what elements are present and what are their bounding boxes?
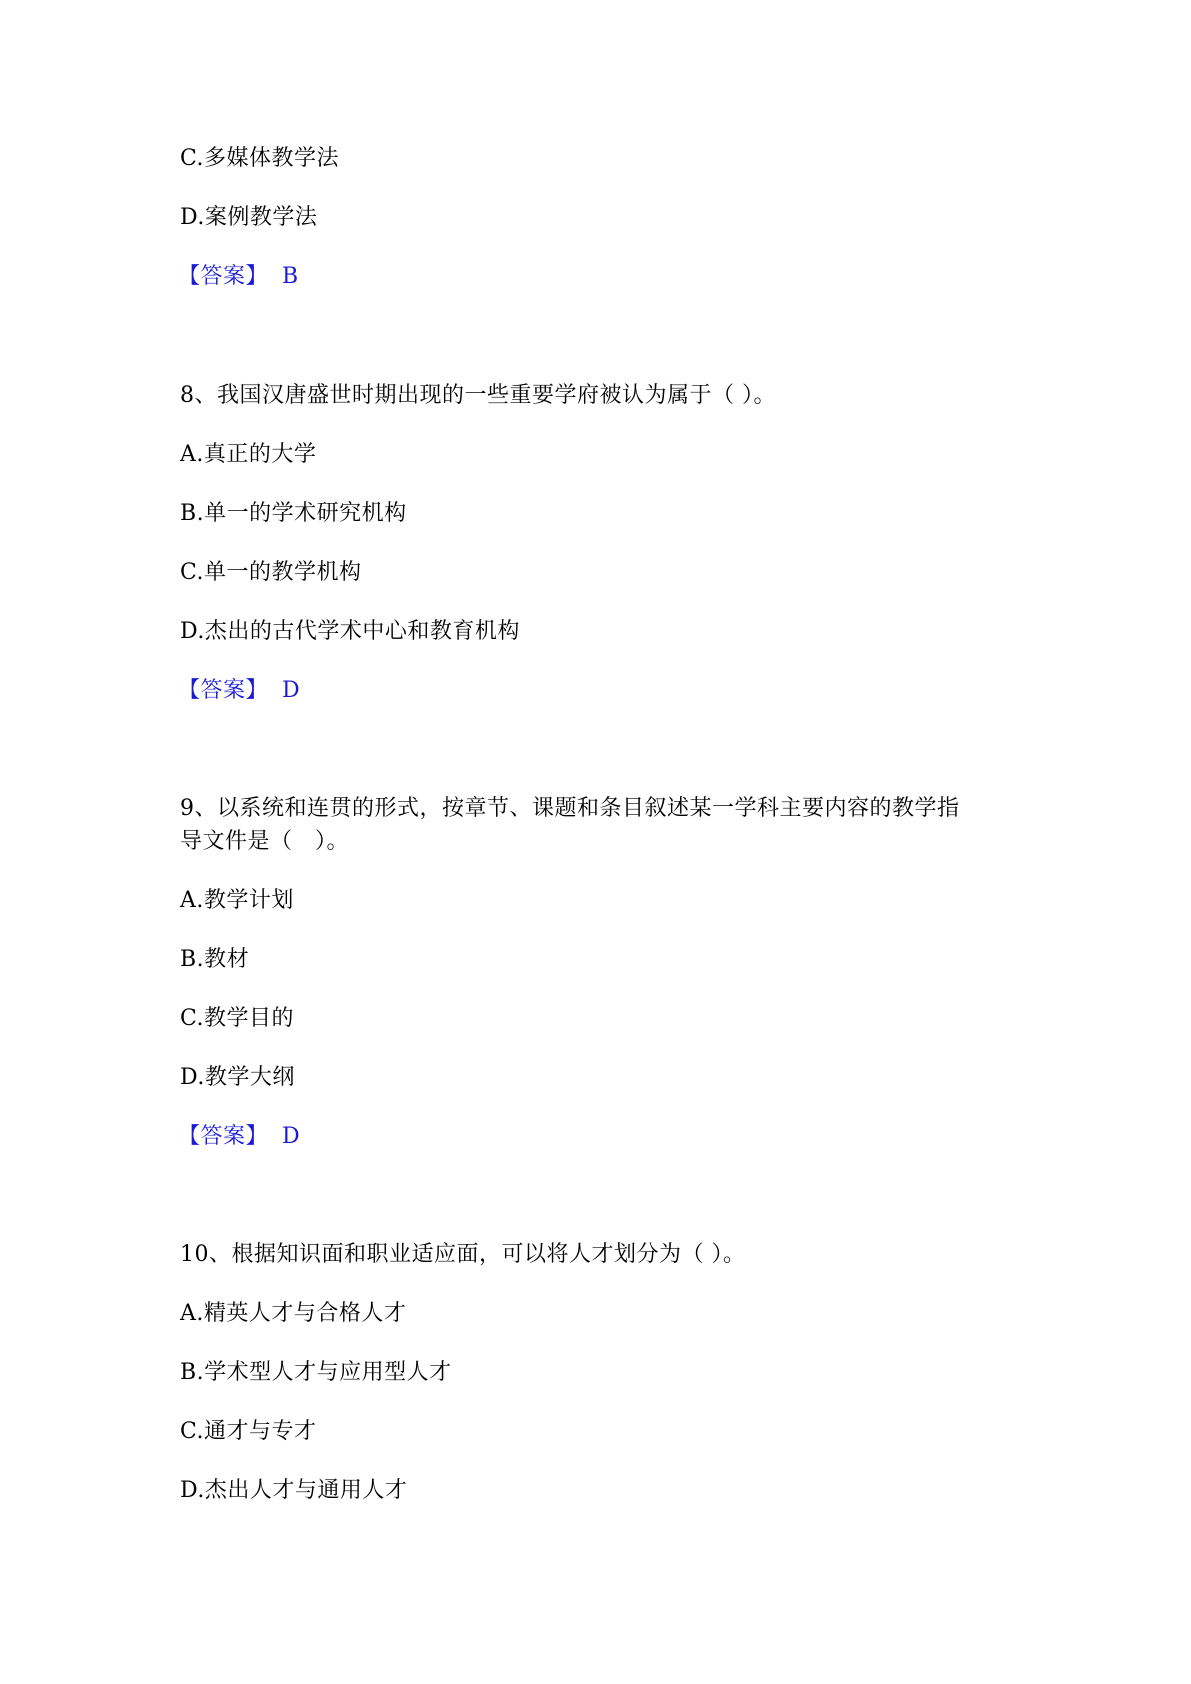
answer-value: B (282, 264, 299, 289)
q9-option-c: C.教学目的 (180, 1006, 295, 1031)
q9-option-b: B.教材 (180, 947, 250, 972)
q7-option-c: C.多媒体教学法 (180, 146, 340, 171)
q9-question-line2: 导文件是（ ）。 (180, 829, 350, 854)
q7-answer (178, 262, 299, 292)
answer-value: D (282, 678, 301, 703)
q9-option-d: D.教学大纲 (180, 1065, 295, 1090)
q8-option-b: B.单一的学术研究机构 (180, 501, 407, 526)
q8-question: 8、我国汉唐盛世时期出现的一些重要学府被认为属于（ ）。 (180, 383, 776, 408)
q8-option-d: D.杰出的古代学术中心和教育机构 (180, 619, 520, 644)
q8-option-a: A.真正的大学 (180, 442, 317, 467)
q10-question: 10、根据知识面和职业适应面，可以将人才划分为（ ）。 (180, 1242, 746, 1267)
q7-option-d: D.案例教学法 (180, 205, 318, 230)
q9-answer (178, 1122, 300, 1152)
q10-option-d: D.杰出人才与通用人才 (180, 1478, 408, 1503)
q9-option-a: A.教学计划 (180, 888, 294, 913)
answer-label: 【答案】 (178, 1124, 269, 1149)
answer-label: 【答案】 (178, 678, 269, 703)
q8-answer (178, 676, 300, 706)
q10-option-c: C.通才与专才 (180, 1419, 317, 1444)
q9-question-line1: 9、以系统和连贯的形式，按章节、课题和条目叙述某一学科主要内容的教学指 (180, 796, 960, 821)
answer-value: D (282, 1124, 301, 1149)
q8-option-c: C.单一的教学机构 (180, 560, 362, 585)
q10-option-a: A.精英人才与合格人才 (180, 1301, 407, 1326)
q10-option-b: B.学术型人才与应用型人才 (180, 1360, 452, 1385)
answer-label: 【答案】 (178, 264, 269, 289)
